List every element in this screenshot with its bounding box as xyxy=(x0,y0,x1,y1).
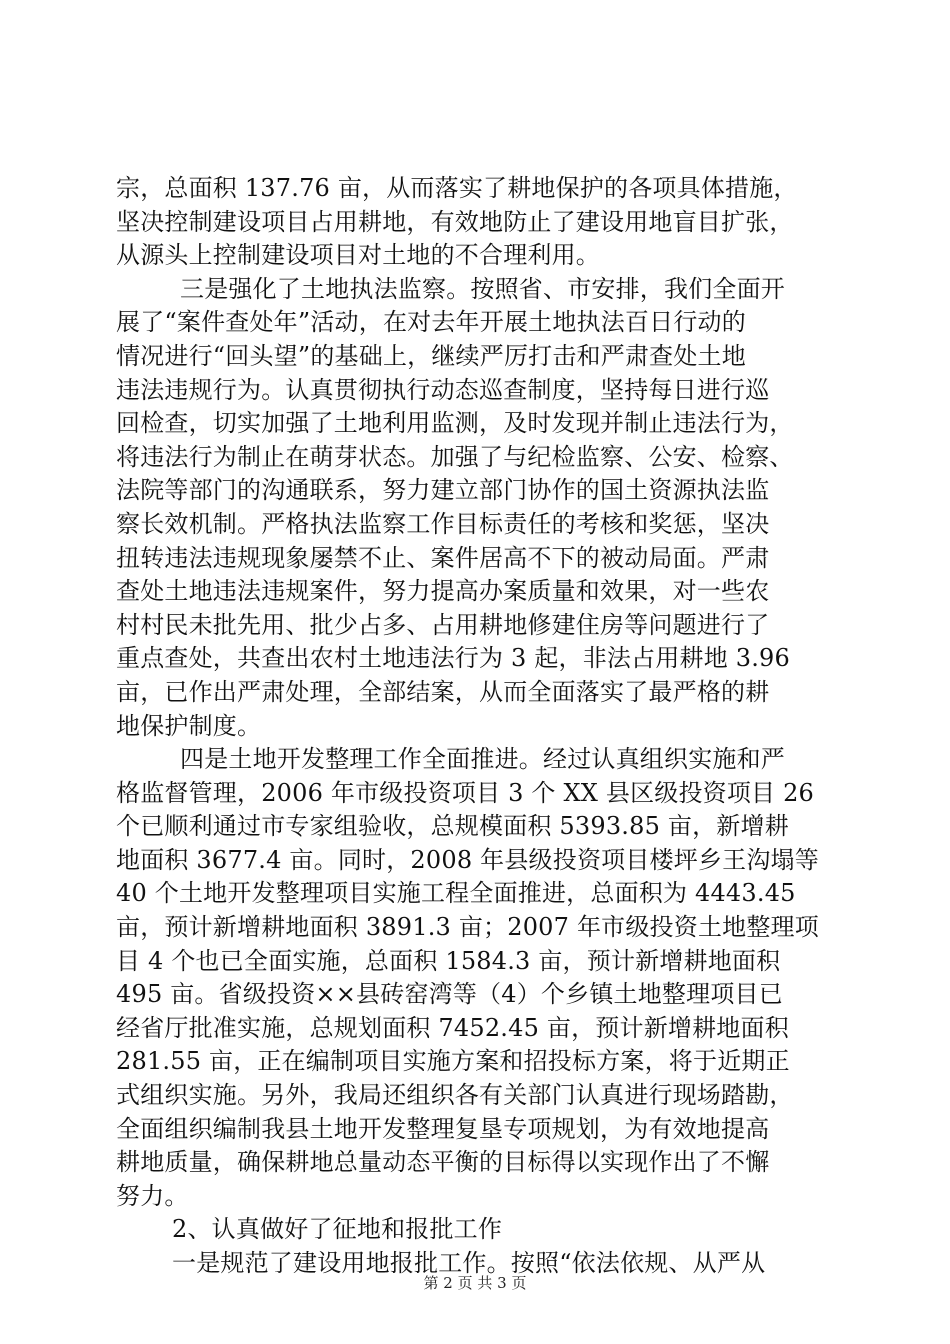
text-line: 违法违规行为。认真贯彻执行动态巡查制度，坚持每日进行巡 xyxy=(116,375,770,404)
text-line: 察长效机制。严格执法监察工作目标责任的考核和奖惩，坚决 xyxy=(116,509,770,538)
text-line: 495 亩。省级投资××县砖窑湾等（4）个乡镇土地整理项目已 xyxy=(116,980,783,1009)
text-line: 情况进行“回头望”的基础上，继续严厉打击和严肃查处土地 xyxy=(116,341,746,370)
text-line: 宗，总面积 137.76 亩，从而落实了耕地保护的各项具体措施， xyxy=(116,174,798,202)
page-number-footer: 第 2 页 共 3 页 xyxy=(423,1274,527,1292)
text-line: 经省厅批准实施，总规划面积 7452.45 亩，预计新增耕地面积 xyxy=(116,1013,789,1042)
text-line: 地保护制度。 xyxy=(116,711,262,740)
paragraph-start-line: 三是强化了土地执法监察。按照省、市安排，我们全面开 xyxy=(180,274,785,303)
text-line: 目 4 个也已全面实施，总面积 1584.3 亩，预计新增耕地面积 xyxy=(116,946,781,975)
text-line: 地面积 3677.4 亩。同时，2008 年县级投资项目楼坪乡王沟塌等 xyxy=(116,845,819,874)
text-line: 281.55 亩，正在编制项目实施方案和招投标方案，将于近期正 xyxy=(116,1047,790,1076)
text-line: 亩，已作出严肃处理，全部结案，从而全面落实了最严格的耕 xyxy=(116,677,770,706)
text-line: 扭转违法违规现象屡禁不止、案件居高不下的被动局面。严肃 xyxy=(116,543,770,572)
text-line: 查处土地违法违规案件，努力提高办案质量和效果，对一些农 xyxy=(116,577,770,606)
text-line: 格监督管理，2006 年市级投资项目 3 个 XX 县区级投资项目 26 xyxy=(116,778,815,807)
text-line: 展了“案件查处年”活动，在对去年开展土地执法百日行动的 xyxy=(116,308,746,337)
text-line: 重点查处，共查出农村土地违法行为 3 起，非法占用耕地 3.96 xyxy=(116,644,790,673)
section-heading: 2、认真做好了征地和报批工作 xyxy=(172,1215,503,1244)
paragraph-start-line: 一是规范了建设用地报批工作。按照“依法依规、从严从 xyxy=(172,1249,766,1277)
text-line: 40 个土地开发整理项目实施工程全面推进，总面积为 4443.45 xyxy=(116,879,796,908)
text-line: 耕地质量，确保耕地总量动态平衡的目标得以实现作出了不懈 xyxy=(116,1148,770,1177)
text-line: 法院等部门的沟通联系，努力建立部门协作的国土资源执法监 xyxy=(116,476,770,505)
text-line: 村村民未批先用、批少占多、占用耕地修建住房等问题进行了 xyxy=(116,610,770,639)
paragraph-start-line: 四是土地开发整理工作全面推进。经过认真组织实施和严 xyxy=(180,745,785,774)
text-line: 坚决控制建设项目占用耕地，有效地防止了建设用地盲目扩张， xyxy=(116,207,794,236)
text-line: 个已顺利通过市专家组验收，总规模面积 5393.85 亩，新增耕 xyxy=(116,812,789,841)
document-body xyxy=(116,172,856,1281)
text-line: 全面组织编制我县土地开发整理复垦专项规划，为有效地提高 xyxy=(116,1114,770,1143)
text-line: 将违法行为制止在萌芽状态。加强了与纪检监察、公安、检察、 xyxy=(116,442,794,471)
text-line: 努力。 xyxy=(116,1181,189,1210)
text-line: 回检查，切实加强了土地利用监测，及时发现并制止违法行为， xyxy=(116,409,794,438)
text-line: 从源头上控制建设项目对土地的不合理利用。 xyxy=(116,241,600,270)
text-line: 式组织实施。另外，我局还组织各有关部门认真进行现场踏勘， xyxy=(116,1081,794,1110)
text-line: 亩，预计新增耕地面积 3891.3 亩；2007 年市级投资土地整理项 xyxy=(116,913,819,942)
